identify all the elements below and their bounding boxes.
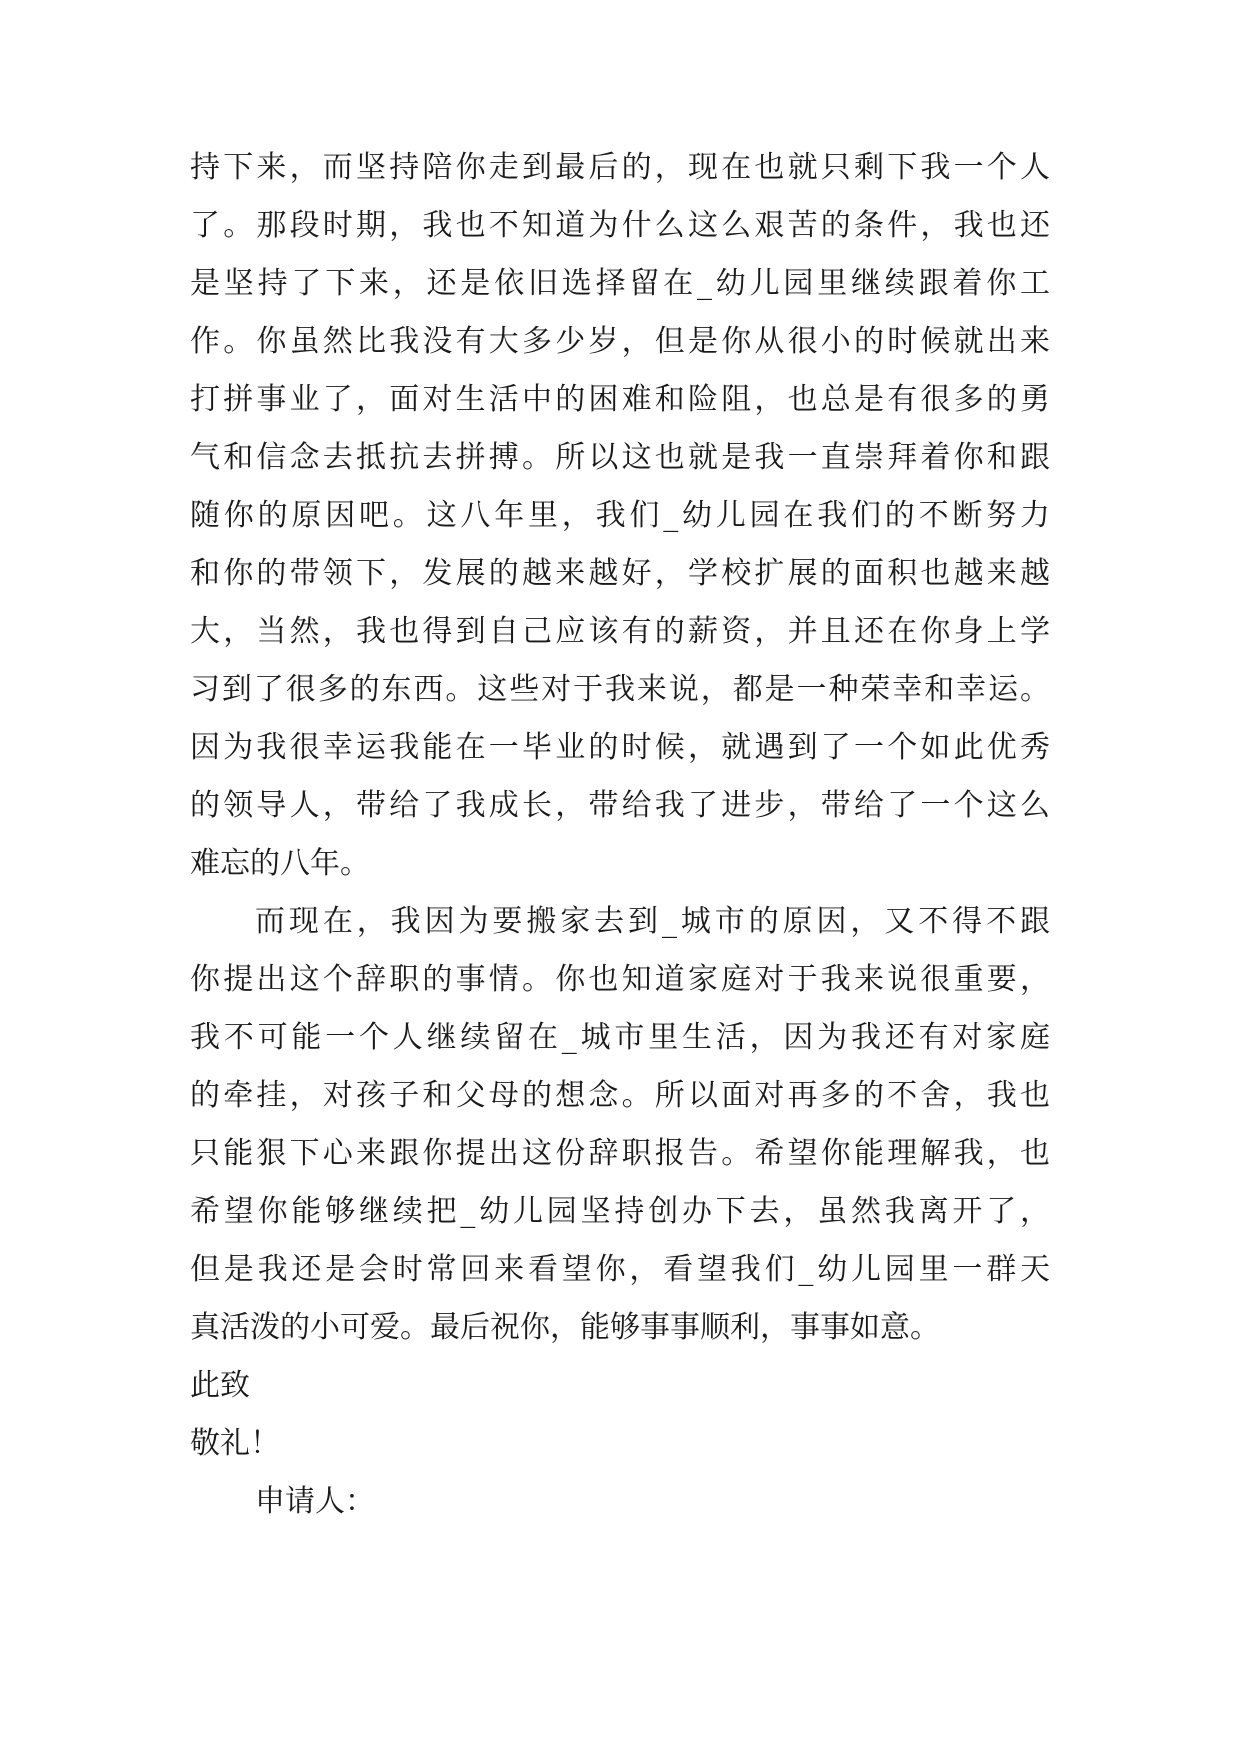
text-line: 真活泼的小可爱。最后祝你，能够事事顺利，事事如意。	[190, 1310, 940, 1345]
paragraph-first-line: 而现在，我因为要搬家去到_城市的原因，又不得不跟	[255, 904, 1050, 939]
text-line: 是坚持了下来，还是依旧选择留在_幼儿园里继续跟着你工	[190, 266, 1050, 301]
text-line: 难忘的八年。	[190, 846, 370, 881]
text-line: 只能狠下心来跟你提出这份辞职报告。希望你能理解我，也	[190, 1136, 1050, 1171]
text-line: 我不可能一个人继续留在_城市里生活，因为我还有对家庭	[190, 1020, 1050, 1055]
closing-regards: 敬礼！	[190, 1426, 280, 1461]
text-line: 和你的带领下，发展的越来越好，学校扩展的面积也越来越	[190, 556, 1050, 591]
text-line: 大，当然，我也得到自己应该有的薪资，并且还在你身上学	[190, 614, 1050, 649]
applicant-label: 申请人：	[255, 1484, 375, 1519]
text-line: 希望你能够继续把_幼儿园坚持创办下去，虽然我离开了，	[190, 1194, 1050, 1229]
closing-salutation: 此致	[190, 1368, 250, 1403]
text-line: 的领导人，带给了我成长，带给我了进步，带给了一个这么	[190, 788, 1050, 823]
text-line: 的牵挂，对孩子和父母的想念。所以面对再多的不舍，我也	[190, 1078, 1050, 1113]
text-line: 持下来，而坚持陪你走到最后的，现在也就只剩下我一个人	[190, 150, 1050, 185]
text-line: 作。你虽然比我没有大多少岁，但是你从很小的时候就出来	[190, 324, 1050, 359]
text-line: 打拼事业了，面对生活中的困难和险阻，也总是有很多的勇	[190, 382, 1050, 417]
text-line: 但是我还是会时常回来看望你，看望我们_幼儿园里一群天	[190, 1252, 1050, 1287]
text-line: 了。那段时期，我也不知道为什么这么艰苦的条件，我也还	[190, 208, 1050, 243]
text-line: 习到了很多的东西。这些对于我来说，都是一种荣幸和幸运。	[190, 672, 1050, 707]
text-line: 气和信念去抵抗去拼搏。所以这也就是我一直崇拜着你和跟	[190, 440, 1050, 475]
text-line: 随你的原因吧。这八年里，我们_幼儿园在我们的不断努力	[190, 498, 1050, 533]
text-line: 因为我很幸运我能在一毕业的时候，就遇到了一个如此优秀	[190, 730, 1050, 765]
text-line: 你提出这个辞职的事情。你也知道家庭对于我来说很重要，	[190, 962, 1050, 997]
